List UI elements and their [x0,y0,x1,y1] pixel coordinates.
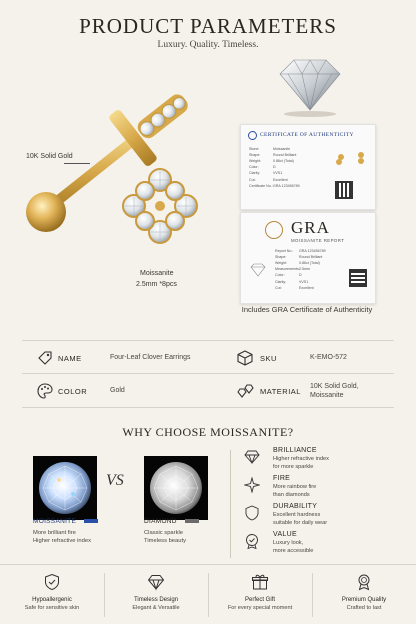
page-subtitle: Luxury. Quality. Timeless. [157,40,259,50]
benefit-hypoallergenic [0,565,104,624]
benefit-quality [312,565,416,624]
diamond-image [144,456,208,520]
gra-logo: GRA [291,218,330,237]
feature-desc [273,512,327,528]
qr-code [335,181,353,199]
certificate-row [275,285,345,291]
benefit-title: Timeless Design [133,597,179,603]
feature-durability [244,503,394,529]
tag-icon [36,349,54,367]
row-value: Excellent [299,285,314,290]
row-value: D [299,273,302,278]
benefit-title: Premium Quality [341,597,387,603]
row-key: Shape: [275,255,287,260]
why-moissanite-heading: WHY CHOOSE MOISSANITE? [122,425,294,439]
benefit-desc: For every special moment [227,605,293,611]
feature-fire [244,475,394,501]
row-key: Report No.: [275,249,294,253]
feature-desc-line: Excellent hardness [273,512,321,518]
moissanite-image [33,456,97,520]
diamond-icon [147,573,165,591]
row-value: D [273,165,276,170]
row-key: Color: [275,273,285,278]
name-value: Four-Leaf Clover Earrings [110,354,191,362]
sku-value: K-EMO-572 [310,354,347,362]
check-badge-icon [244,533,260,549]
certificate-row [249,183,329,189]
gra-report-title: MOISSANITE REPORT [291,238,345,243]
row-value: Round Brilliant [273,153,297,158]
moissanite-color-bar [84,519,98,523]
row-value: 0.86ct (Total) [273,159,294,164]
feature-value [244,531,394,557]
row-value: Excellent [273,177,288,182]
row-key: Measurements: [275,267,300,272]
feature-desc-line: suitable for daily wear [273,519,328,526]
report-stone-icon [249,263,267,277]
row-key: Weight: [249,159,262,164]
stone-spec-label: 2.5mm *8pcs [136,281,177,288]
feature-desc-line: More rainbow fire [273,484,317,490]
authenticity-certificate [240,124,376,210]
row-key: Clarity: [275,279,287,284]
row-value: GRA 123456789 [299,249,326,253]
row-value: Moissanite [273,147,291,151]
material-label: 10K Solid Gold [26,153,73,160]
feature-desc [273,456,329,472]
certificate-title: CERTIFICATE OF AUTHENTICITY [260,132,354,138]
benefit-desc: Crafted to last [346,605,382,611]
diamond-desc-line: Classic sparkle [144,530,183,536]
material-leader-line [64,163,90,164]
versus-label: VS [106,472,124,489]
earring-thumbnail [333,149,369,167]
benefit-desc: Safe for sensitive skin [24,605,80,611]
certificate-caption: Includes GRA Certificate of Authenticity [241,305,373,314]
feature-desc-line: Higher refractive index [273,456,329,462]
row-key: Stone: [249,147,260,151]
section-divider [230,450,231,558]
material-value [310,374,359,408]
stone-label: Moissanite [140,270,174,277]
param-row [22,340,394,374]
color-key: COLOR [58,386,88,396]
feature-desc-line: Luxury look, [273,540,304,546]
row-value: 2.5mm [299,267,310,272]
shield-icon [244,505,260,521]
feature-title: BRILLIANCE [273,447,317,454]
benefit-gift [208,565,312,624]
feature-desc [273,484,316,500]
row-key: Cut: [275,285,282,290]
row-key: Color: [249,165,259,170]
moissanite-desc-line: More brilliant fire [33,530,76,536]
diamond-desc [144,529,186,546]
row-value: VVS1 [273,171,283,176]
row-key: Certificate No.: [249,183,273,188]
certificate-rows [249,146,329,189]
feature-desc [273,540,313,556]
row-value: VVS1 [299,279,309,284]
material-value-line: 10K Solid Gold, [310,382,359,390]
feature-title: DURABILITY [273,503,318,510]
moissanite-desc [33,529,91,546]
benefit-design [104,565,208,624]
gra-report [240,212,376,304]
feature-brilliance [244,447,394,473]
row-key: Clarity: [249,171,261,176]
feature-desc-line: than diamonds [273,491,310,498]
clover-front-image [112,158,208,254]
gra-logo-icon [265,221,283,239]
moissanite-desc-line: Higher refractive index [33,538,91,545]
loose-stone-image [266,52,354,118]
benefit-title: Hypoallergenic [32,597,72,603]
box-icon [236,349,254,367]
diamond-icon [244,449,260,465]
shield-check-icon [43,573,61,591]
row-value: 0.86ct (Total) [299,261,320,266]
material-key: MATERIAL [260,386,301,396]
feature-desc-line: more accessible [273,547,314,554]
benefit-title: Perfect Gift [244,597,275,603]
sku-key: SKU [260,353,277,363]
row-value: Round Brilliant [299,255,323,260]
row-key: Cut: [249,177,256,182]
row-value: GRA 123456789 [273,183,300,188]
row-key: Shape: [249,153,261,158]
diamond-desc-line: Timeless beauty [144,538,186,545]
product-hero [0,60,416,335]
diamond-color-bar [185,519,199,523]
sparkle-icon [244,477,260,493]
color-value: Gold [110,387,125,395]
diamonds-icon [236,382,254,400]
award-icon [355,573,373,591]
moissanite-title: MOISSANITE [33,518,77,525]
diamond-title: DIAMOND [144,518,177,525]
benefits-bar [0,564,416,624]
row-key: Weight: [275,261,288,266]
palette-icon [36,382,54,400]
name-key: NAME [58,353,82,363]
qr-code [349,269,367,287]
material-value-line: Moissanite [310,392,344,399]
gra-rows [275,248,345,291]
gift-icon [251,573,269,591]
page-title: PRODUCT PARAMETERS [79,14,337,38]
certificate-seal-icon [248,131,257,140]
param-row [22,374,394,408]
benefit-desc: Elegant & Versatile [132,605,180,611]
feature-title: VALUE [273,531,297,538]
feature-title: FIRE [273,475,291,482]
feature-desc-line: for more sparkle [273,463,314,470]
